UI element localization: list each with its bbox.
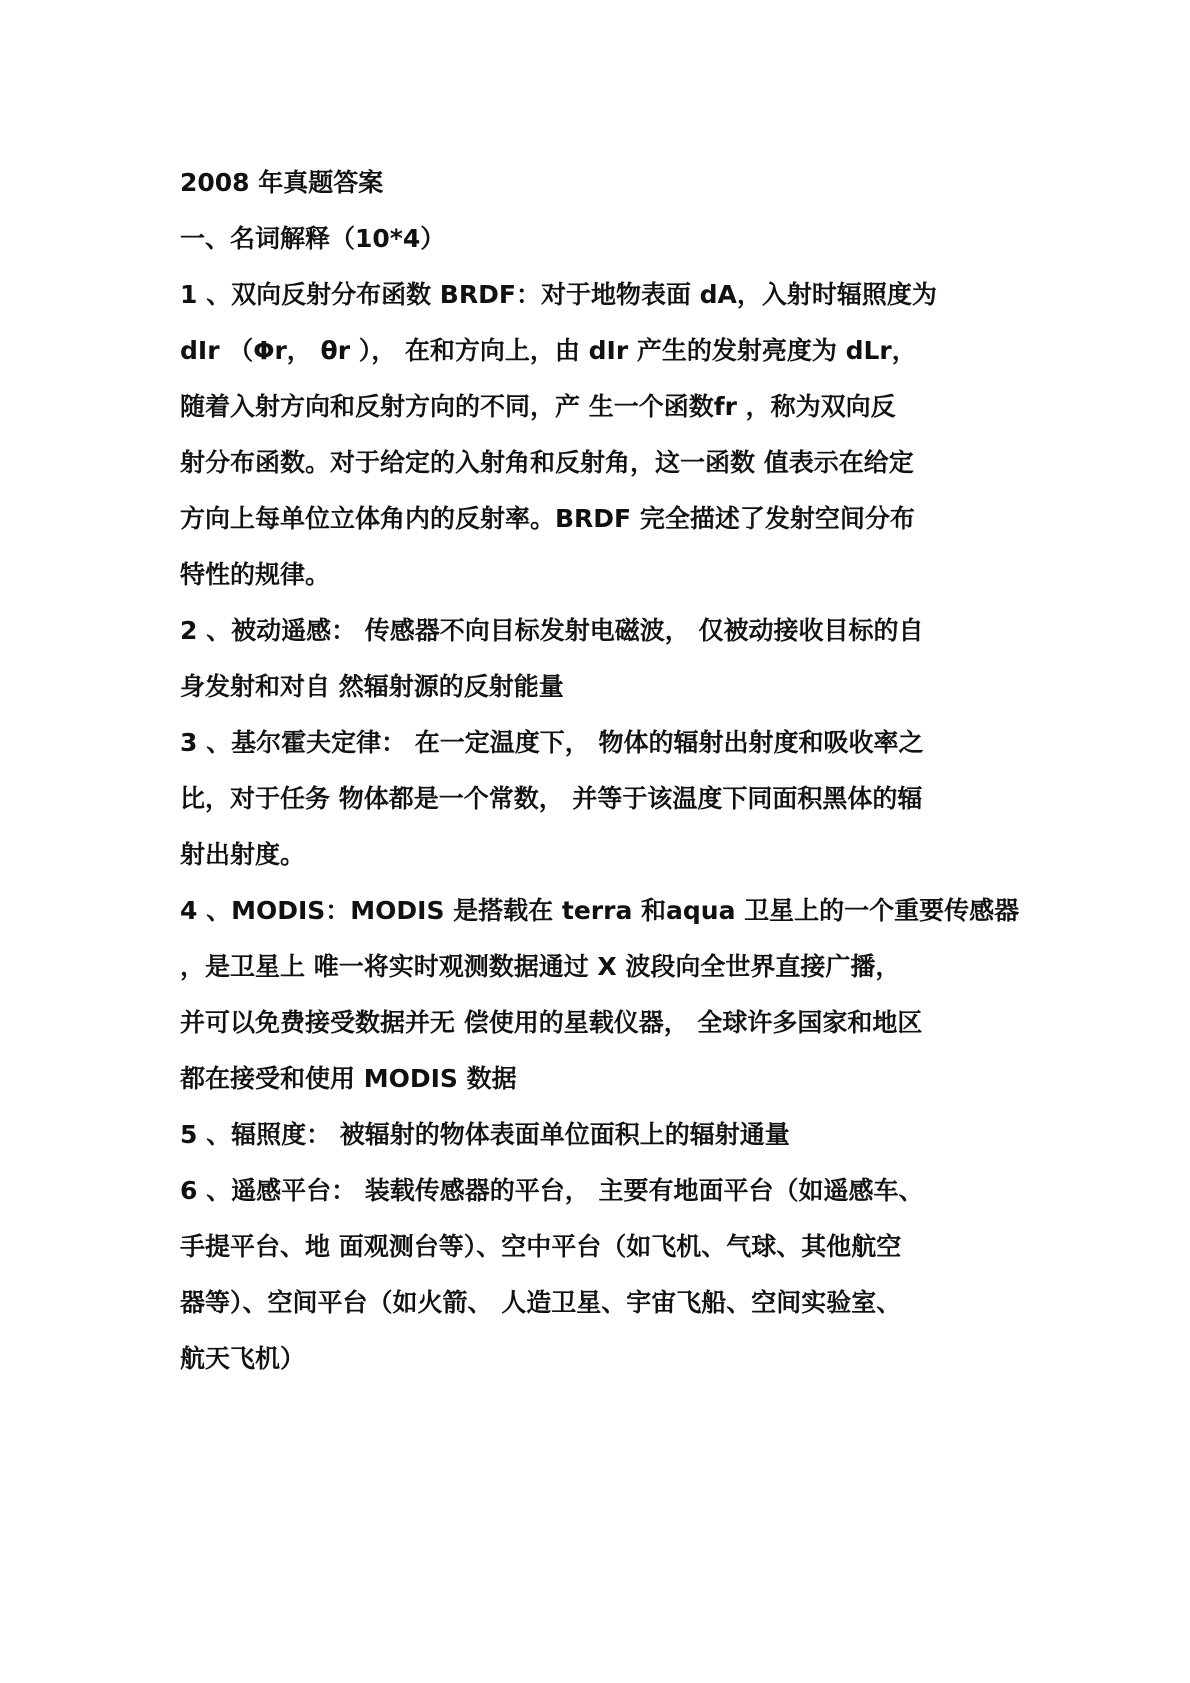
paragraph-line: 特性的规律。 [180,560,331,589]
paragraph-line: 方向上每单位立体角内的反射率。BRDF 完全描述了发射空间分布 [180,504,915,533]
paragraph-line: 4 、MODIS：MODIS 是搭载在 terra 和aqua 卫星上的一个重要传感器 [180,896,1020,925]
paragraph-line: 5 、辐照度： 被辐射的物体表面单位面积上的辐射通量 [180,1120,790,1149]
paragraph-line: 航天飞机） [180,1344,306,1373]
paragraph-line: 器等）、空间平台（如火箭、 人造卫星、宇宙飞船、空间实验室、 [180,1288,902,1317]
paragraph-line: 3 、基尔霍夫定律： 在一定温度下， 物体的辐射出射度和吸收率之 [180,728,924,757]
paragraph-line: 射出射度。 [180,840,306,869]
paragraph-line: 1 、双向反射分布函数 BRDF：对于地物表面 dA，入射时辐照度为 [180,280,937,309]
paragraph-line: 身发射和对自 然辐射源的反射能量 [180,672,564,701]
paragraph-line: 比，对于任务 物体都是一个常数， 并等于该温度下同面积黑体的辐 [180,784,923,813]
paragraph-line: 并可以免费接受数据并无 偿使用的星载仪器， 全球许多国家和地区 [180,1008,923,1037]
paragraph-line: ，是卫星上 唯一将实时观测数据通过 X 波段向全世界直接广播， [180,952,901,981]
paragraph-line: dIr （Φr， θr ）， 在和方向上，由 dIr 产生的发射亮度为 dLr， [180,336,917,365]
document-title: 2008 年真题答案 [180,168,384,197]
paragraph-line: 射分布函数。对于给定的入射角和反射角，这一函数 值表示在给定 [180,448,914,477]
paragraph-line: 2 、被动遥感： 传感器不向目标发射电磁波， 仅被动接收目标的自 [180,616,924,645]
paragraph-line: 都在接受和使用 MODIS 数据 [180,1064,517,1093]
section-heading: 一、名词解释（10*4） [180,224,446,253]
paragraph-line: 6 、遥感平台： 装载传感器的平台， 主要有地面平台（如遥感车、 [180,1176,924,1205]
paragraph-line: 手提平台、地 面观测台等）、空中平台（如飞机、气球、其他航空 [180,1232,902,1261]
document-body [180,155,1040,1387]
paragraph-line: 随着入射方向和反射方向的不同，产 生一个函数fr ，称为双向反 [180,392,896,421]
